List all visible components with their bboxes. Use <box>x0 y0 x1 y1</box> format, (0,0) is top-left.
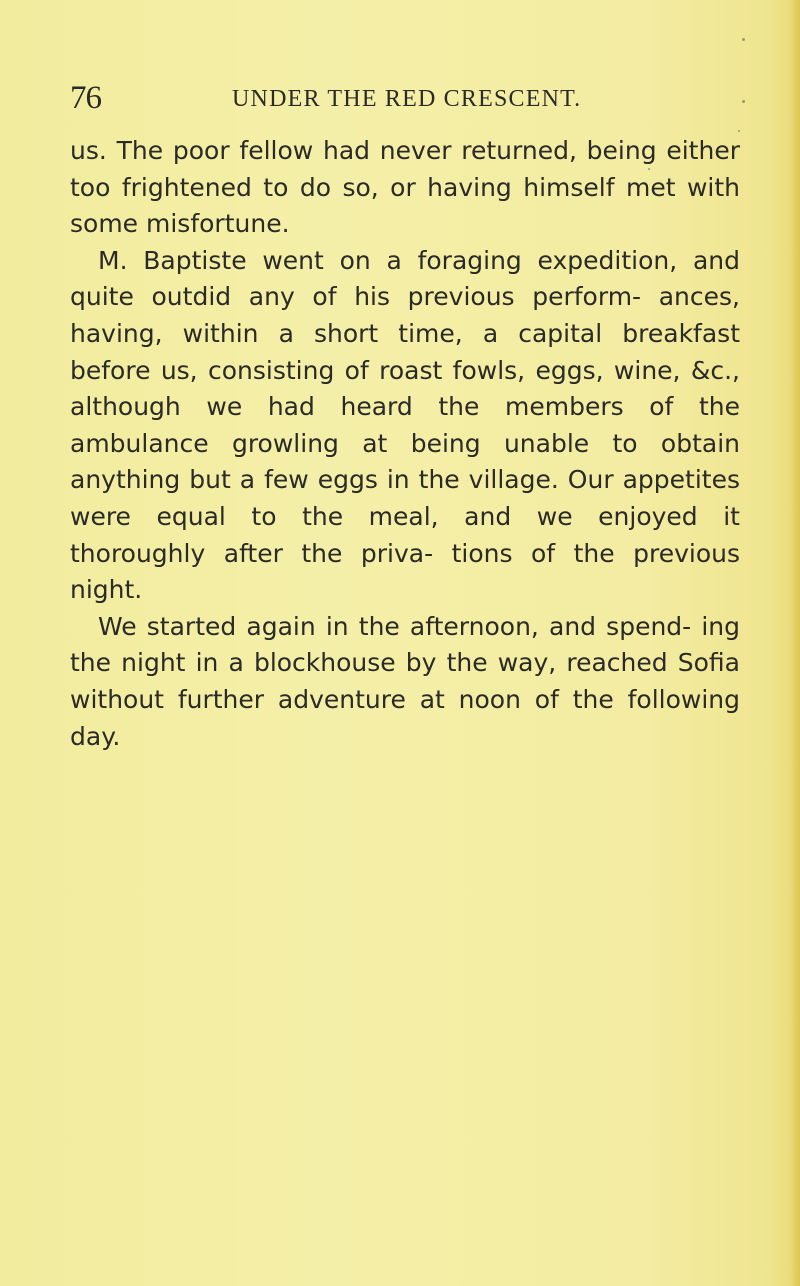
paragraph-baptiste-foraging: M. Baptiste went on a foraging expedition, and quite outdid any of his previous perform- ances, having, within a short time, a capital breakfast before us, consisting of roast fowls, eggs, wine, &c., although we had heard the members of the ambulance growling at being unable to obtain anything but a few eggs in the village. Our appetites were equal to the meal, and we enjoyed it thoroughly after the priva- tions of the previous night. <box>70 245 740 605</box>
page-number: 76 <box>70 80 101 116</box>
page-edge-shadow <box>790 0 800 1286</box>
running-head <box>70 78 750 118</box>
ink-speck <box>648 168 650 170</box>
body-text <box>70 133 740 755</box>
ink-speck <box>742 100 745 103</box>
ink-speck <box>738 130 740 132</box>
running-title: UNDER THE RED CRESCENT. <box>232 86 582 112</box>
paragraph-continuation: us. The poor fellow had never returned, being either too frightened to do so, or having himself met with some misfortune. <box>70 136 740 239</box>
paragraph-reached-sofia: We started again in the afternoon, and spend- ing the night in a blockhouse by the way, reached Sofia without further adventure at noon of the following day. <box>70 611 740 751</box>
ink-speck <box>742 38 745 41</box>
